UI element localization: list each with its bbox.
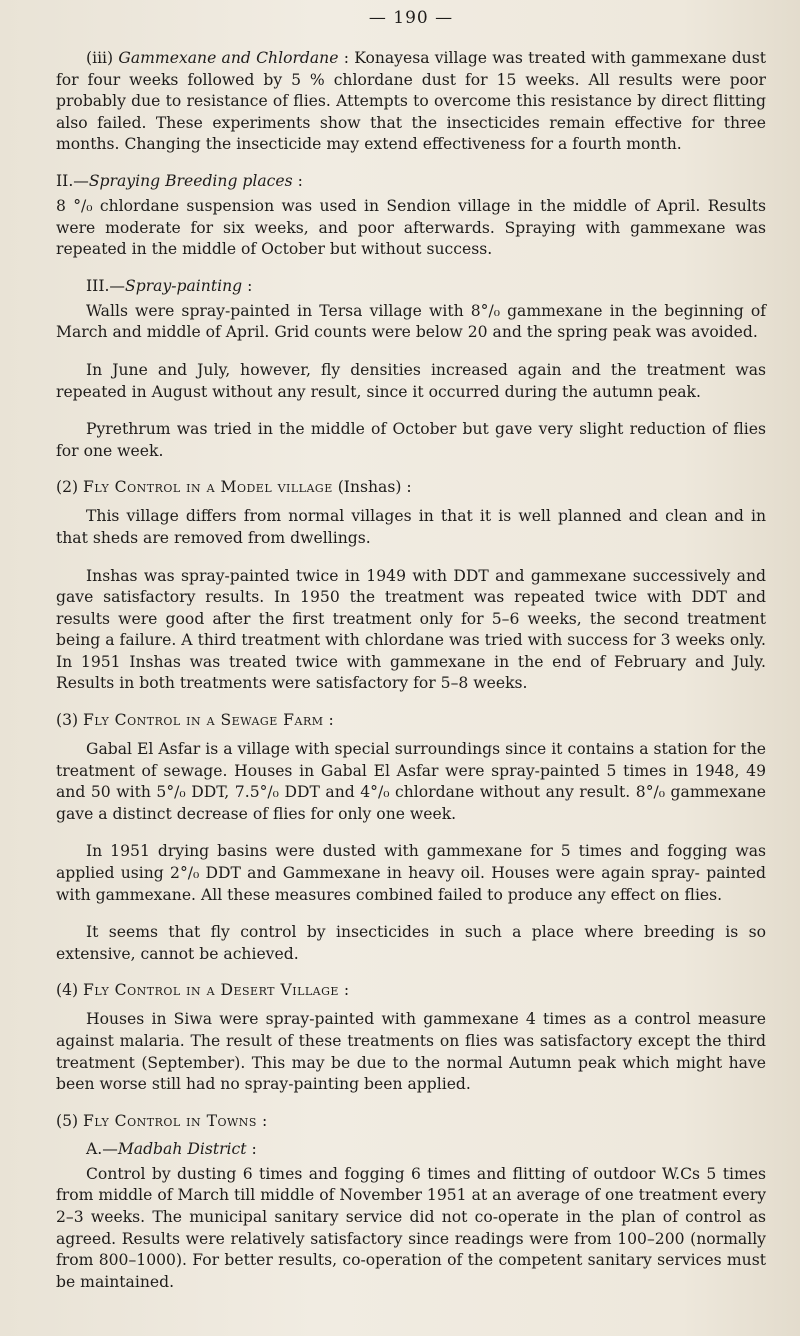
paragraph-model-village-1: This village differs from normal villages in that it is well planned and clean and in that sheds are removed from dwellings. <box>56 507 766 547</box>
page-number: — 190 — <box>368 8 454 28</box>
item-label: (iii) <box>86 49 119 67</box>
paragraph-gammexane-chlordane <box>56 48 766 156</box>
paragraph-desert-village: Houses in Siwa were spray-painted with gammexane 4 times as a control measure against malaria. The result of these treatments on flies was satisfactory except the third treatment (September). This may be due to the normal Autumn peak which might have been worse still had no spray-painting been applied. <box>56 1010 766 1094</box>
heading-model-village: (2) Fly Control in a Model village (Inshas) : <box>56 478 412 497</box>
paragraph-madbah-district: Control by dusting 6 times and fogging 6 times and flitting of outdoor W.Cs 5 times from middle of March till middle of November 1951 at an average of one treatment every 2–3 weeks. The municipal sanitary service did not co-operate in the plan of control as agreed. Results were relatively satisfactory since readings were from 100–200 (normally from 800–1000). For better results, co-operation of the competent sanitary services must be maintained. <box>56 1164 766 1291</box>
paragraph-spray-painting-1: Walls were spray-painted in Tersa village with 8°/₀ gammexane in the beginning of March and middle of April. Grid counts were below 20 and the spring peak was avoided. <box>56 301 766 342</box>
paragraph-model-village-2: Inshas was spray-painted twice in 1949 with DDT and gammexane successively and gave satisfactory results. In 1950 the treatment was repeated twice with DDT and results were good after the first treatment only for 5–6 weeks, the second treatment being a failure. A third treatment with chlordane was tried with success for 3 weeks only. In 1951 Inshas was treated twice with gammexane in the end of February and July. Results in both treatments were satisfactory for 5–8 weeks. <box>56 566 766 693</box>
heading-spraying-breeding-places: II.—Spraying Breeding places : <box>56 171 303 190</box>
paragraph-sewage-farm-3: It seems that fly control by insecticides in such a place where breeding is so extensive, cannot be achieved. <box>56 923 766 963</box>
item-title: Gammexane and Chlordane <box>118 49 339 67</box>
paragraph-sewage-farm-1: Gabal El Asfar is a village with special surroundings since it contains a station for the treatment of sewage. Houses in Gabal El Asfar were spray-painted 5 times in 1948, 49 and 50 with 5°/₀ DDT, 7.5°/₀ DDT and 4°/₀ chlordane without any result. 8°/₀ gammexane gave a distinct decrease of flies for only one week. <box>56 740 766 823</box>
heading-spray-painting: III.—Spray-painting : <box>86 276 253 295</box>
paragraph-spraying: 8 °/₀ chlordane suspension was used in Sendion village in the middle of April. Results were moderate for six weeks, and poor afterwards. Spraying with gammexane was repeated in the middle of October but without success. <box>56 196 766 259</box>
item-text: : Konayesa village was treated with gammexane dust for four weeks followed by 5 % chlordane dust for 15 weeks. All results were poor probably due to resistance of flies. Attempts to overcome this resistance by direct flitting also failed. These experiments show that the insecticides remain effective for three months. Changing the insecticide may extend effectiveness for a fourth month. <box>56 49 766 154</box>
paragraph-spray-painting-2: In June and July, however, fly densities increased again and the treatment was repeated in August without any result, since it occurred during the autumn peak. <box>56 360 766 401</box>
paragraph-spray-painting-3: Pyrethrum was tried in the middle of October but gave very slight reduction of flies for one week. <box>56 420 766 460</box>
heading-madbah-district: A.—Madbah District : <box>86 1139 257 1158</box>
heading-towns: (5) Fly Control in Towns : <box>56 1111 268 1130</box>
paragraph-sewage-farm-2: In 1951 drying basins were dusted with gammexane for 5 times and fogging was applied using 2°/₀ DDT and Gammexane in heavy oil. Houses were again spray- painted with gammexane. All these measures combined failed to produce any effect on flies. <box>56 842 766 904</box>
heading-sewage-farm: (3) Fly Control in a Sewage Farm : <box>56 711 334 730</box>
heading-desert-village: (4) Fly Control in a Desert Village : <box>56 981 350 1000</box>
